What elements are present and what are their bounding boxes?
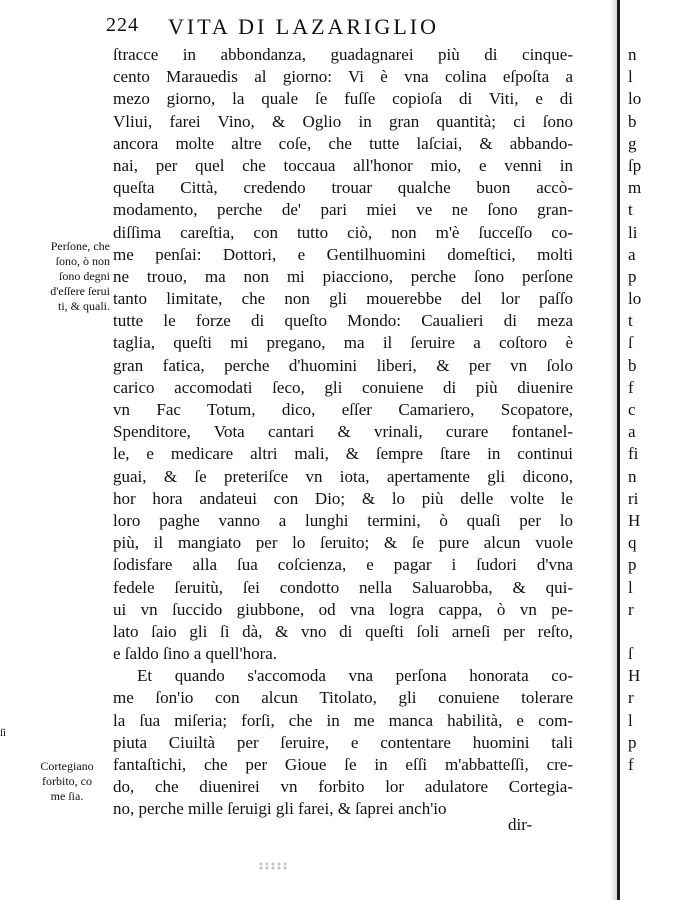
margin-note-line: ſono, ò non [55, 254, 110, 268]
facing-page-fragment: r [628, 688, 634, 708]
text-line: do, che diuenirei vn forbito lor adulatore Cortegia- [113, 777, 573, 797]
facing-page-fragment: ſp [628, 155, 642, 175]
text-line: modamento, perche de' pari miei ve ne ſono gran- [113, 200, 573, 220]
gutter-fade [610, 0, 617, 900]
facing-page-fragment: l [628, 577, 633, 597]
text-line: mezo giorno, la quale ſe fuſſe copioſa di Viti, e di [113, 89, 573, 109]
text-line: più, il mangiato per lo ſeruito; & ſe pure alcun vuole [113, 533, 573, 553]
facing-page-fragment: q [628, 533, 637, 553]
text-line: ne trouo, ma non mi piacciono, perche ſono perſone [113, 266, 573, 286]
margin-note-line: Perſone, che [50, 239, 110, 253]
margin-note-line: d'eſſere ſerui [50, 284, 110, 298]
catchword: dir- [508, 815, 533, 834]
facing-page-fragment [628, 621, 687, 643]
facing-page-fragment: ri [628, 488, 639, 508]
facing-page-fragment: ſ [628, 333, 633, 353]
text-line: ancora molte altre coſe, che tutte laſciai, & abbando- [113, 133, 573, 153]
text-line: queſta Città, credendo trouar qualche buon accò- [113, 178, 573, 198]
text-line: lato ſaio gli ſi dà, & vno di queſti ſoli arneſi per reſto, [113, 621, 573, 641]
facing-page-fragment: p [628, 555, 637, 575]
body-text [113, 44, 573, 821]
facing-page-fragment: l [628, 710, 633, 730]
text-line: guai, & ſe preteriſce vn iota, apertamente gli dicono, [113, 466, 573, 486]
text-line: tanto limitate, che non gli mouerebbe del lor paſſo [113, 289, 573, 309]
text-line: cento Marauedis al giorno: Vi è vna colina eſpoſta a [113, 67, 573, 87]
text-line: me penſai: Dottori, e Gentilhuomini domeſtici, molti [113, 244, 573, 264]
facing-page-fragment: g [628, 133, 637, 153]
text-line: ui vn ſuccido giubbone, od vna logra cappa, ò vn pe- [113, 599, 573, 619]
facing-page-fragment: H [628, 666, 641, 686]
text-line: fedele ſeruitù, ſei condotto nella Saluarobba, & qui- [113, 577, 573, 597]
facing-page-fragment: r [628, 599, 634, 619]
text-line: nai, per quel che toccaua all'honor mio, e venni in [113, 155, 573, 175]
facing-page-fragment: li [628, 222, 638, 242]
facing-page-fragment: fi [628, 444, 639, 464]
text-line: piuta Ciuiltà per ſeruire, e contentare huomini tali [113, 732, 573, 752]
margin-note-line: Cortegiano [40, 759, 94, 773]
facing-page-fragment: b [628, 355, 637, 375]
margin-note-persone [22, 239, 110, 314]
facing-page-fragment: lo [628, 289, 642, 309]
text-line: Et quando s'accomoda vna perſona honorata co- [137, 666, 573, 686]
text-line: tutte le forze di queſto Mondo: Caualieri di meza [113, 311, 573, 331]
text-line: le, e medicare altri mali, & ſempre ſtare in continui [113, 444, 573, 464]
facing-page-fragments [628, 44, 687, 776]
text-line: vn Fac Totum, dico, eſſer Camariero, Scopatore, [113, 400, 573, 419]
text-line: loro paghe vanno a lunghi termini, ò quaſi per lo [113, 510, 573, 530]
text-line: hor hora andateui con Dio; & lo più delle volte le [113, 488, 573, 508]
text-line: Spenditore, Vota cantari & vrinali, curare fontanel- [113, 422, 573, 442]
facing-page-fragment: a [628, 422, 636, 442]
facing-page-fragment: m [628, 178, 642, 198]
margin-note-cortegiano [26, 759, 108, 804]
facing-page-fragment: f [628, 377, 634, 397]
text-line: taglia, queſti mi pregano, ma il ſeruire a coſtoro è [113, 333, 573, 353]
text-line: Vliui, farei Vino, & Oglio in gran quantità; ci ſono [113, 111, 573, 131]
margin-note-line: me ſia. [50, 789, 84, 803]
facing-page-fragment: ſ [628, 644, 633, 664]
facing-page-fragment: H [628, 510, 641, 530]
facing-page-fragment: p [628, 732, 637, 752]
text-line: no, perche mille ſeruigi gli farei, & ſaprei anch'io [113, 799, 447, 819]
facing-page-fragment: b [628, 111, 637, 131]
book-gutter [617, 0, 620, 900]
page-number: 224 [106, 14, 139, 36]
facing-page-fragment: l [628, 67, 633, 87]
facing-page-fragment: f [628, 755, 634, 774]
facing-page-fragment: p [628, 266, 637, 286]
facing-page-fragment: c [628, 400, 636, 419]
text-line: gran fatica, perche d'huomini liberi, & per vn ſolo [113, 355, 573, 375]
text-line: ſtracce in abbondanza, guadagnarei più di cinque- [113, 45, 573, 64]
margin-note-line: ſono degni [59, 269, 110, 283]
text-line: fantaſtichi, che per Gioue ſe in eſſi m'abbatteſſi, cre- [113, 755, 573, 774]
facing-page-fragment: t [628, 311, 633, 331]
facing-page-fragment: a [628, 244, 636, 264]
margin-note-line: ti, & quali. [58, 299, 110, 313]
facing-page-fragment: n [628, 466, 637, 486]
stray-margin-mark: ſi [0, 727, 7, 739]
margin-note-line: forbito, co [42, 774, 92, 788]
facing-page-fragment: n [628, 45, 637, 64]
text-line: ſodisfare alla ſua coſcienza, e pagar i ſudori d'vna [113, 555, 573, 575]
text-line: me ſon'io con alcun Titolato, gli conuiene tolerare [113, 688, 573, 708]
text-line: carico accomodati ſeco, gli conuiene di più diuenire [113, 377, 573, 397]
facing-page-fragment: t [628, 200, 633, 220]
text-line: e ſaldo ſino a quell'hora. [113, 644, 278, 664]
paper-speck [258, 862, 288, 870]
text-line: diſſima careſtia, con tutto ciò, non m'è ſucceſſo co- [113, 222, 573, 242]
text-line: la ſua miſeria; forſi, che in me manca habilità, e com- [113, 710, 573, 730]
page-header [106, 14, 576, 42]
running-title: VITA DI LAZARIGLIO [168, 14, 439, 39]
facing-page-fragment: lo [628, 89, 642, 109]
